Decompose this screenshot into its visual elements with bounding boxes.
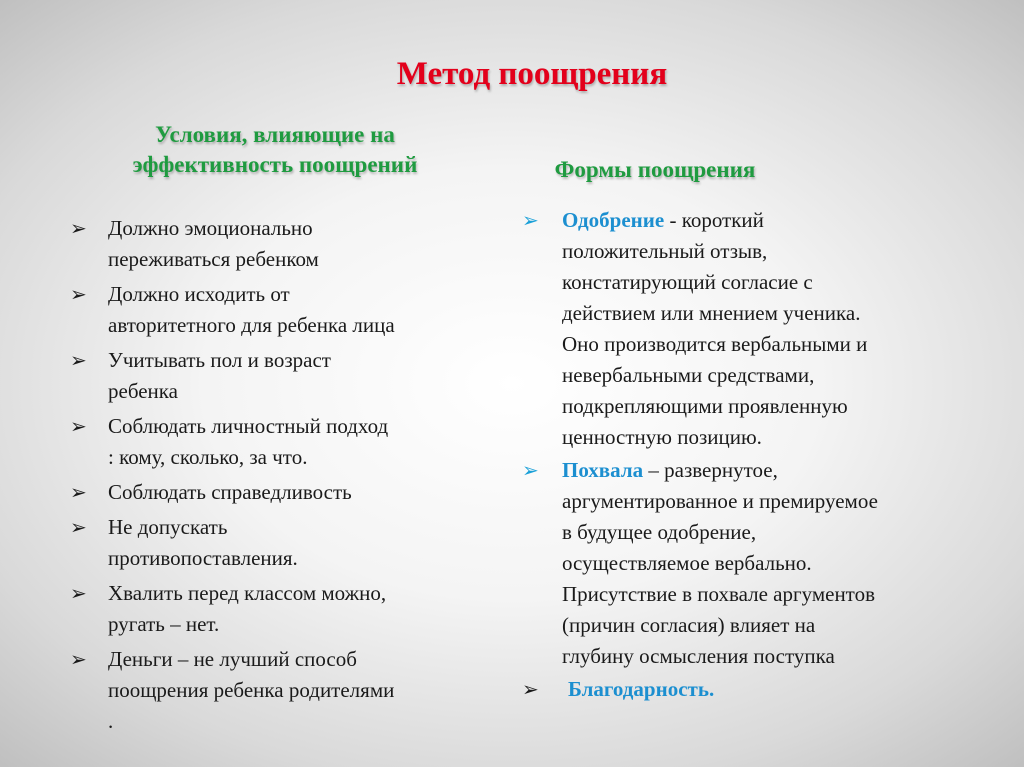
- list-item: [70, 213, 470, 275]
- list-item: [70, 279, 470, 341]
- arrow-bullet-icon: ➢: [70, 348, 87, 372]
- form-item: [522, 674, 962, 705]
- form-item: [522, 455, 962, 672]
- list-item-line: Деньги – не лучший способ: [108, 647, 357, 671]
- arrow-bullet-icon: ➢: [522, 677, 539, 701]
- list-item-line: ругать – нет.: [108, 612, 220, 636]
- form-item-first-line: [562, 455, 962, 486]
- list-item: [70, 411, 470, 473]
- page-title: Метод поощрения: [396, 56, 668, 92]
- list-item: [70, 512, 470, 574]
- left-column-heading: [70, 120, 480, 180]
- form-description-line: положительный отзыв,: [562, 239, 768, 263]
- list-item: [70, 345, 470, 407]
- list-item-line: переживаться ребенком: [108, 247, 319, 271]
- arrow-bullet-icon: ➢: [70, 480, 87, 504]
- list-item-line: противопоставления.: [108, 546, 298, 570]
- list-item-line: Должно исходить от: [108, 282, 290, 306]
- list-item: [70, 644, 470, 737]
- form-term: Похвала: [562, 458, 644, 482]
- arrow-bullet-icon: ➢: [70, 647, 87, 671]
- form-description-line: осуществляемое вербально.: [562, 551, 812, 575]
- form-description-line: Оно производится вербальными и: [562, 332, 868, 356]
- conditions-list: [70, 213, 470, 741]
- form-description-line: ценностную позицию.: [562, 425, 762, 449]
- arrow-bullet-icon: ➢: [522, 458, 539, 482]
- form-description: - короткий: [664, 208, 764, 232]
- form-description-line: глубину осмысления поступка: [562, 644, 835, 668]
- form-description: – развернутое,: [643, 458, 778, 482]
- list-item: [70, 477, 470, 508]
- form-description-line: аргументированное и премируемое: [562, 489, 878, 513]
- list-item-line: : кому, сколько, за что.: [108, 445, 308, 469]
- form-item: [522, 205, 962, 453]
- form-description-line: действием или мнением ученика.: [562, 301, 861, 325]
- form-description-line: в будущее одобрение,: [562, 520, 757, 544]
- list-item-line: Учитывать пол и возраст: [108, 348, 331, 372]
- forms-list: [522, 205, 962, 707]
- list-item-line: Соблюдать справедливость: [108, 480, 352, 504]
- form-description-line: констатирующий согласие с: [562, 270, 813, 294]
- form-term: Благодарность.: [568, 677, 715, 701]
- list-item-line: авторитетного для ребенка лица: [108, 313, 395, 337]
- form-item-first-line: [562, 674, 962, 705]
- arrow-bullet-icon: ➢: [70, 581, 87, 605]
- arrow-bullet-icon: ➢: [522, 208, 539, 232]
- form-description-line: (причин согласия) влияет на: [562, 613, 816, 637]
- list-item: [70, 578, 470, 640]
- form-description-line: подкрепляющими проявленную: [562, 394, 848, 418]
- list-item-line: .: [108, 709, 114, 733]
- list-item-line: поощрения ребенка родителями: [108, 678, 395, 702]
- form-term: Одобрение: [562, 208, 665, 232]
- list-item-line: Хвалить перед классом можно,: [108, 581, 387, 605]
- list-item-line: Соблюдать личностный подход: [108, 414, 389, 438]
- arrow-bullet-icon: ➢: [70, 216, 87, 240]
- arrow-bullet-icon: ➢: [70, 515, 87, 539]
- list-item-line: Должно эмоционально: [108, 216, 313, 240]
- right-column-heading: Формы поощрения: [554, 157, 756, 182]
- form-description-line: Присутствие в похвале аргументов: [562, 582, 876, 606]
- form-item-first-line: [562, 205, 962, 236]
- arrow-bullet-icon: ➢: [70, 282, 87, 306]
- left-heading-line: Условия, влияющие на: [155, 122, 395, 147]
- left-heading-line: эффективность поощрений: [132, 152, 418, 177]
- list-item-line: ребенка: [108, 379, 178, 403]
- form-description-line: невербальными средствами,: [562, 363, 815, 387]
- list-item-line: Не допускать: [108, 515, 228, 539]
- arrow-bullet-icon: ➢: [70, 414, 87, 438]
